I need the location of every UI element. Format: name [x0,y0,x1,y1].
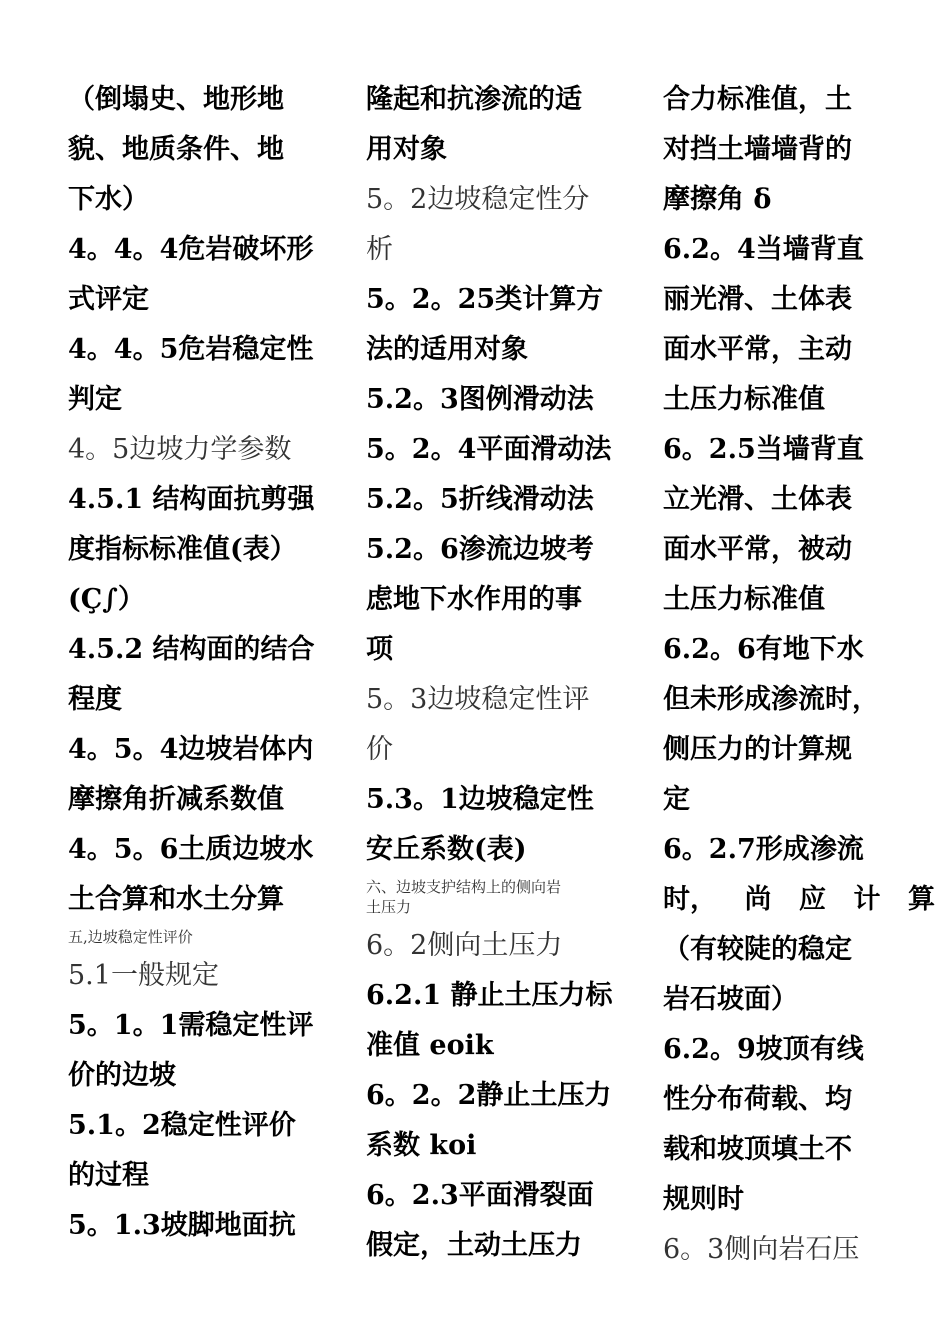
text-line: 6。2.7形成渗流 [663,834,864,865]
text-line: 4.5.2 结构面的结合 [68,634,315,665]
text-line: 价 [366,734,393,765]
text-line: 价的边坡 [68,1060,176,1091]
text-line: 5.2。5折线滑动法 [366,484,594,515]
text-line: 6。3侧向岩石压 [663,1234,860,1265]
section-heading-line: 土压力 [366,898,412,916]
text-line: 面水平常，主动 [663,334,852,365]
text-line: （有较陡的稳定 [663,934,852,965]
text-line: 5.2。6渗流边坡考 [366,534,594,565]
text-line: 下水） [68,184,149,215]
text-line: 6.2。4当墙背直 [663,234,864,265]
text-line: 析 [366,234,393,265]
text-line: 准值 eoik [366,1030,494,1061]
text-line [663,875,935,925]
text-line: 假定，土动土压力 [366,1230,582,1261]
text-line: 但未形成渗流时， [663,684,879,715]
text-line: 度指标标准值(表） [68,534,297,565]
text-line: 程度 [68,684,122,715]
text-line: 4。4。5危岩稳定性 [68,334,314,365]
text-line: 6。2侧向土压力 [366,930,563,961]
text-line: 4.5.1 结构面抗剪强 [68,484,315,515]
text-line: 6.2。9坡顶有线 [663,1034,864,1065]
text-line: 5.1一般规定 [68,960,219,991]
text-line: 丽光滑、土体表 [663,284,852,315]
text-line: 项 [366,634,393,665]
text-line: 土压力标准值 [663,384,825,415]
text-line: 5。2。25类计算方 [366,284,604,315]
text-line: 5.3。1边坡稳定性 [366,784,594,815]
text-line: 土合算和水土分算 [68,884,284,915]
section-heading-line: 六、边坡支护结构上的侧向岩 [366,878,562,896]
text-line: 规则时 [663,1184,744,1215]
text-line: 侧压力的计算规 [663,734,852,765]
text-line: 的过程 [68,1160,149,1191]
text-column-2 [366,75,636,1271]
text-line: 性分布荷载、均 [663,1084,852,1115]
text-line: 岩石坡面） [663,984,798,1015]
text-line: (Ç∫） [68,584,145,615]
section-heading-line: 五,边坡稳定性评价 [68,928,193,946]
text-line: 隆起和抗渗流的适 [366,84,582,115]
text-fragment: 应 [799,884,826,915]
text-line: 安丘系数(表) [366,834,527,865]
text-line: 6。2.5当墙背直 [663,434,864,465]
text-fragment: 时， [663,884,717,915]
text-line: 判定 [68,384,122,415]
text-line: 5。1。1需稳定性评 [68,1010,314,1041]
text-line: 6.2.1 静止土压力标 [366,980,613,1011]
text-line: 摩擦角折减系数值 [68,784,284,815]
text-line: 立光滑、土体表 [663,484,852,515]
text-line: 面水平常，被动 [663,534,852,565]
text-line: 系数 koi [366,1130,477,1161]
text-line: 6.2。6有地下水 [663,634,864,665]
text-line: 4。5。4边坡岩体内 [68,734,314,765]
text-line: 5。1.3坡脚地面抗 [68,1210,296,1241]
text-line: 5。2边坡稳定性分 [366,184,590,215]
text-line: 5。2。4平面滑动法 [366,434,612,465]
text-fragment: 计 [853,884,881,915]
text-line: 载和坡顶填土不 [663,1134,852,1165]
text-line: 用对象 [366,134,447,165]
text-line: 5.1。2稳定性评价 [68,1110,296,1141]
text-line: 貌、地质条件、地 [68,134,284,165]
text-column-3 [663,75,935,1275]
text-line: 土压力标准值 [663,584,825,615]
text-fragment: 尚 [744,884,772,915]
text-line: 4。4。4危岩破坏形 [68,234,314,265]
text-line: 4。5。6土质边坡水 [68,834,314,865]
text-line: 对挡土墙墙背的 [663,134,852,165]
text-line: 式评定 [68,284,149,315]
text-line: （倒塌史、地形地 [68,84,284,115]
text-line: 法的适用对象 [366,334,528,365]
text-line: 6。2.3平面滑裂面 [366,1180,594,1211]
text-column-1 [68,75,336,1251]
text-line: 5.2。3图例滑动法 [366,384,594,415]
text-line: 合力标准值，土 [663,84,852,115]
text-fragment: 算 [908,884,935,915]
text-line: 5。3边坡稳定性评 [366,684,590,715]
text-line: 6。2。2静止土压力 [366,1080,612,1111]
text-line: 虑地下水作用的事 [366,584,582,615]
text-line: 4。5边坡力学参数 [68,434,292,465]
text-line: 定 [663,784,690,815]
text-line: 摩擦角 δ [663,184,772,215]
